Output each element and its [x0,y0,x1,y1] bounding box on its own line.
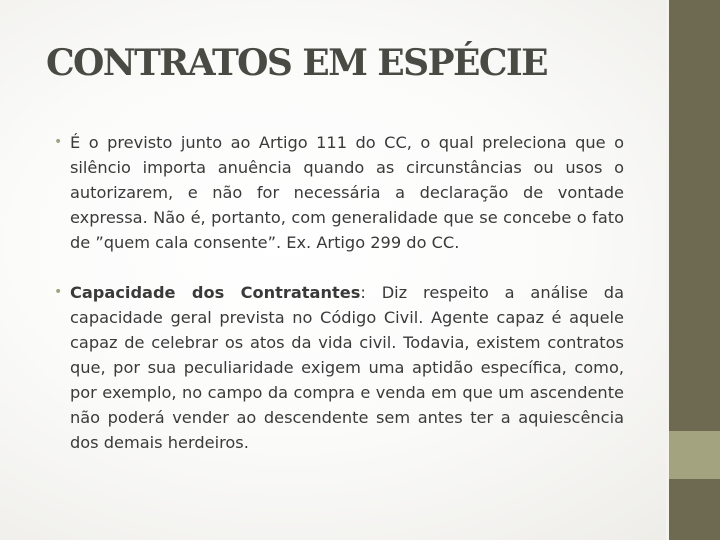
bullet-icon: • [54,284,63,300]
bullet-text: É o previsto junto ao Artigo 111 do CC, o qual preleciona que o silêncio importa anuência quando as circunstâncias ou usos o autorizarem, e não for necessária a declaração de vontade expressa. Não é, portanto, com generalidade que se concebe o fato de ”quem cala consente”. Ex. Artigo 299 do CC. [70,133,624,252]
side-accent-block [669,431,720,479]
bullet-item [52,280,624,455]
bullet-text: : Diz respeito a análise da capacidade geral prevista no Código Civil. Agente capaz é aquele capaz de celebrar os atos da vida civil. Todavia, existem contratos que, por sua peculiaridade exigem uma aptidão específica, como, por exemplo, no campo da compra e venda em que um ascendente não poderá vender ao descendente sem antes ter a aquiescência dos demais herdeiros. [70,283,625,452]
bullet-item [52,130,624,255]
slide-content [52,130,624,480]
bullet-icon: • [54,134,63,150]
bullet-bold-text: Capacidade dos Contratantes [70,283,361,302]
slide-title: CONTRATOS EM ESPÉCIE [46,42,547,84]
